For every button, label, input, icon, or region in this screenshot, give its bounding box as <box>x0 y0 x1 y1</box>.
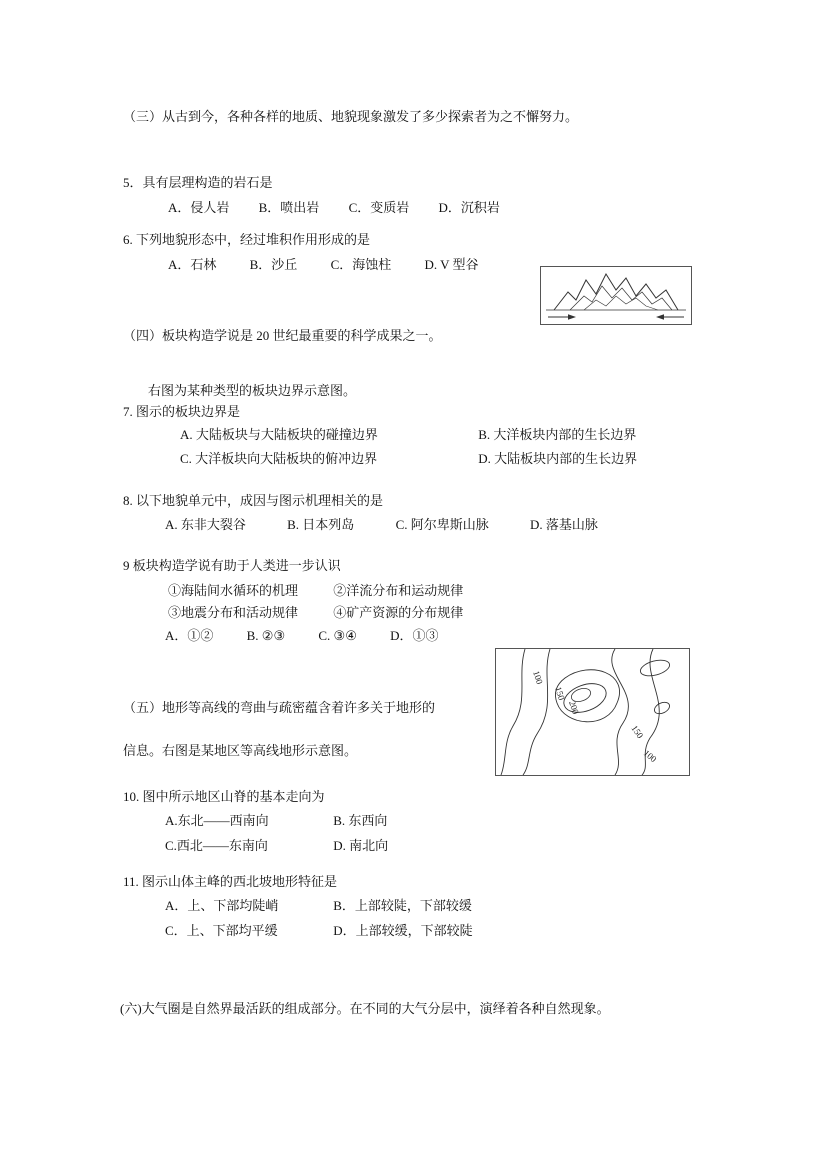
option: C．海蚀柱 <box>330 257 392 272</box>
question-9-items-row1 <box>168 582 463 600</box>
option: B. 日本列岛 <box>287 517 355 532</box>
option: D．沉积岩 <box>438 200 500 215</box>
question-7-stem: 7. 图示的板块边界是 <box>123 404 241 419</box>
question-7-options-row1 <box>180 426 636 444</box>
item: ②洋流分布和运动规律 <box>333 583 464 598</box>
question-11-options-row1 <box>165 897 472 915</box>
question-9-options <box>165 627 469 645</box>
question-8-stem: 8. 以下地貌单元中，成因与图示机理相关的是 <box>123 493 384 508</box>
question-6-options <box>168 256 509 274</box>
option: B. ②③ <box>246 628 286 643</box>
option: D. 南北向 <box>333 838 389 853</box>
question-10-options-row2 <box>165 837 388 855</box>
option: C．上、下部均平缓 <box>165 923 278 938</box>
option: D. 落基山脉 <box>529 517 598 532</box>
contour-label-150-right: 150 <box>629 723 646 741</box>
option: A. 大陆板块与大陆板块的碰撞边界 <box>180 427 378 442</box>
section-4-note: 右图为某种类型的板块边界示意图。 <box>148 383 357 398</box>
option: B．沙丘 <box>249 257 298 272</box>
option: B. 东西向 <box>333 813 388 828</box>
option: B. 大洋板块内部的生长边界 <box>478 427 637 442</box>
option: C. 阿尔卑斯山脉 <box>395 517 489 532</box>
section-6-intro: (六)大气圈是自然界最活跃的组成部分。在不同的大气分层中，演绎着各种自然现象。 <box>120 1001 610 1016</box>
question-11-options-row2 <box>165 922 473 940</box>
option: A.东北——西南向 <box>165 813 269 828</box>
question-11-stem: 11. 图示山体主峰的西北坡地形特征是 <box>123 874 338 889</box>
option: D．上部较缓，下部较陡 <box>333 923 473 938</box>
contour-label-100-right: 100 <box>641 747 659 765</box>
question-6-stem: 6. 下列地貌形态中，经过堆积作用形成的是 <box>123 232 371 247</box>
option: A．上、下部均陡峭 <box>165 898 279 913</box>
section-4-intro: （四）板块构造学说是 20 世纪最重要的科学成果之一。 <box>123 328 442 343</box>
question-8-options <box>165 516 636 534</box>
fold-mountain-figure <box>540 266 692 330</box>
question-10-options-row1 <box>165 812 387 830</box>
option: A．①② <box>165 628 214 643</box>
option: C.西北——东南向 <box>165 838 268 853</box>
option: C．变质岩 <box>348 200 410 215</box>
contour-label-100-left: 100 <box>531 669 545 686</box>
item: ④矿产资源的分布规律 <box>333 605 464 620</box>
option: C. 大洋板块向大陆板块的俯冲边界 <box>180 451 378 466</box>
contour-map-diagram <box>495 648 690 776</box>
question-10-stem: 10. 图中所示地区山脊的基本走向为 <box>123 789 325 804</box>
option: A．侵人岩 <box>168 200 230 215</box>
question-5-options <box>168 199 526 217</box>
question-9-stem: 9 板块构造学说有助于人类进一步认识 <box>123 558 341 573</box>
section-3-intro: （三）从古到今，各种各样的地质、地貌现象激发了多少探索者为之不懈努力。 <box>123 109 579 124</box>
option: C. ③④ <box>318 628 357 643</box>
item: ①海陆间水循环的机理 <box>168 583 299 598</box>
item: ③地震分布和活动规律 <box>168 605 299 620</box>
option: D. 大陆板块内部的生长边界 <box>478 451 638 466</box>
section-5-line2: 信息。右图是某地区等高线地形示意图。 <box>123 743 358 758</box>
option: A. 东非大裂谷 <box>165 517 246 532</box>
question-7-options-row2 <box>180 450 637 468</box>
option: B．喷出岩 <box>258 200 320 215</box>
option: B．上部较陡，下部较缓 <box>333 898 472 913</box>
contour-label-150-left: 150 <box>553 685 567 702</box>
option: D. V 型谷 <box>424 257 479 272</box>
section-5-line1: （五）地形等高线的弯曲与疏密蕴含着许多关于地形的 <box>123 700 436 715</box>
contour-label-200: 200 <box>567 699 581 716</box>
option: A．石林 <box>168 257 217 272</box>
option: D．①③ <box>390 628 439 643</box>
question-5-stem: 5．具有层理构造的岩石是 <box>123 175 273 190</box>
question-9-items-row2 <box>168 604 463 622</box>
contour-map-figure <box>495 648 690 781</box>
fold-mountain-diagram <box>540 266 692 325</box>
